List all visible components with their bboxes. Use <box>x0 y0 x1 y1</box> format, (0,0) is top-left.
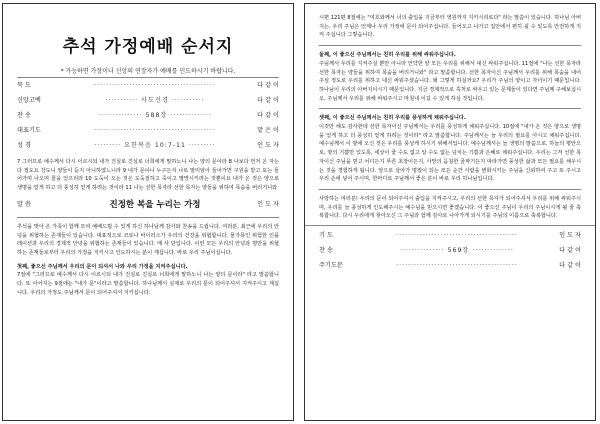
divider <box>17 217 279 218</box>
closing-paragraph: 사랑하는 여러분! 우리의 문이 되어주셔서 출입을 지켜주시고, 우리의 선한 목자가 되어주셔서 우리를 위해 싸워주시며, 우리를 늘 풍성하게 인도해주시는 예수님을 믿으시면 좋겠습니다. 이 좋으신 주님이 우리의 주님이시게 될 줄 축복합니다. 다시 우리에게 찾아오신 그 주님과 함께 감사로 나아가게 되시기를 주님의 이름으로 축복합니다. <box>319 195 581 220</box>
scripture-text: 7 그러므로 예수께서 다시 이르시되 내가 진실로 진실로 너희에게 말하노니 나는 양의 문이라 8 나보다 먼저 온 자는 다 절도요 강도니 양들이 듣지 아니하였느니라 9 내가 문이니 누구든지 나로 말미암아 들어가면 구원을 받고 또는 들어가며 나오며 꼴을 얻으리라 10 도둑이 오는 것은 도둑질하고 죽이고 멸망시키려는 것뿐이요 내가 온 것은 양으로 생명을 얻게 하고 더 풍성히 얻게 하려는 것이라 11 나는 선한 목자라 선한 목자는 양들을 위하여 목숨을 버리거니와 <box>17 159 279 192</box>
order-detail: ··············· 569장 ·············· <box>400 247 514 255</box>
sermon-line <box>3 193 293 215</box>
page-title: 추석 가정예배 순서지 <box>62 37 234 57</box>
order-label: 대표기도 <box>17 127 41 134</box>
order-label: 묵 도 <box>17 82 31 89</box>
order-line-hymn <box>3 110 293 125</box>
order-line-prayer <box>305 230 595 245</box>
point-one-body: 7절에 "그러므로 예수께서 다시 이르시되 내가 진실로 진실로 너희에게 말하노니 나는 양의 문이라" 라고 말씀합니다. 또 이어지는 9절에는 "내가 문"이라고 말씀합니다. 하나님께서 실제로 우리의 문이 되어주셔서 지켜주시고 계십니다. 우리의 가정도 주님께서 문이 되어주셔서 지키십니다. <box>17 272 279 296</box>
order-label: 주기도문 <box>319 262 343 270</box>
divider <box>17 77 279 78</box>
order-responsible: 다 같 이 <box>257 112 279 119</box>
order-responsible: 인 도 자 <box>257 142 279 149</box>
order-dots: ········································· <box>94 127 216 134</box>
sermon-intro: 추석을 맞아 온 가족이 함께 모여 예배드릴 수 있게 하신 하나님께 감사와 찬송을 드립니다. 여러분, 최근에 우리의 안녕을 위협하는 존재들이 있습니다. 대표적으로 코로나 바이러스가 우리의 건강을 위협합니다. 물가폭인 위험한 인플레이션과 우리의 경제적 안녕을 위협하는 존재들이 있습니다. 매 사 단입니다. 이런 모든 우리의 안녕과 평안을 위협하는 존재들로부터 우리의 가정을 지키시고 인도하시는 분이 계십니다. 바로 우리 주님이십니다. <box>17 223 279 256</box>
order-dots: ········································· <box>94 82 216 89</box>
order-detail: ··············· 588장 ·············· <box>98 112 212 119</box>
point-two-heading: 둘째, 이 좋으신 주님께서는 친히 우리를 위해 싸워주십니다. <box>319 52 456 59</box>
order-responsible: 다 같 이 <box>559 247 581 255</box>
sermon-responsible: 인 도 자 <box>257 201 279 209</box>
continuation-paragraph: 시편 121편 8절에는 "여호와께서 너의 출입을 지금부터 영원까지 지키시리로다" 라는 말씀이 있습니다. 하나님 아버지는, 우리 주님은 언제나 우리 가정에 문이 되어주십니다. 들어오고 나가고 집안에서 편히 쉴 수 있도록 안전하게 지켜 주십니다 그렇습니다. <box>319 15 581 39</box>
sermon-label: 말 씀 <box>17 201 31 209</box>
order-line-silent-prayer <box>3 80 293 95</box>
order-detail: ··········· 사도신경 ··········· <box>105 97 205 104</box>
closing-order <box>305 225 595 275</box>
order-label: 기 도 <box>319 232 333 240</box>
point-three-body: 이것만 해도 감사한데 선한 목자이신 주님께서는 우리를 풍성하게 채워주십니다. 10절에 "내가 온 것은 양으로 생명을 얻게 하고 더 풍성히 얻게 하려는 것이라" 라고 말씀합니다. 주님께서는 늘 우리의 필요를 아시고 채워주십니다. 예수님께서 이 땅에 오신 것은 우리를 풍성케 하시기 위해서입니다. 예수님께서는 늘 생명의 말씀으로, 하늘의 평안으로, 땅의 기쁨만 있도록, 세상이 줄 수도 없고 알 수도 없는 넘치는 기쁨과 은혜로 채워주십니다. 우리는 그저 선한 목자이신 주님을 믿고 어디든지 푸른 초장이든지, 사망의 음침한 골짜기든지 따라가면 풍성한 삶과 모든 필요를 채우시는 것을 경험하게 됩니다. 앞으로 살아가 명절이 되는 모든 순간 사람을 변화시키는 주님을 신뢰하여 주고 또 주시고 우리 손에 넣어 주시며, 한마디로 주님께서 좋은 분이 바로 우리 하나님입니다. <box>319 124 581 183</box>
point-one-heading: 첫째, 좋으신 주님께서 우리의 문이 되셔서 나와 우리 가정을 지켜주십니다. <box>17 263 188 270</box>
right-page <box>304 3 596 421</box>
order-line-lords-prayer <box>305 260 595 275</box>
left-page <box>2 3 294 421</box>
order-label: 성 경 <box>17 142 31 149</box>
order-responsible: 맡 은 이 <box>257 127 279 134</box>
divider <box>319 108 581 109</box>
order-line-hymn <box>305 245 595 260</box>
order-line-creed <box>3 95 293 110</box>
sermon-title: 진정한 복을 누리는 가정 <box>109 199 201 210</box>
subtitle-note: * 가능하면 가장이나 신앙의 연장자가 예배를 인도하시기 바랍니다. <box>60 68 236 75</box>
order-dots: ········································· <box>396 262 518 270</box>
point-three-heading: 셋째, 이 좋으신 주님께서는 친히 우리를 풍성하게 채워주십니다. <box>319 115 466 122</box>
divider <box>319 45 581 46</box>
order-line-representative-prayer <box>3 125 293 140</box>
order-dots: ········································· <box>396 232 518 240</box>
order-responsible: 인 도 자 <box>559 232 581 240</box>
order-label: 신앙고백 <box>17 97 41 104</box>
order-responsible: 다 같 이 <box>257 82 279 89</box>
point-two-body: 주님께서 우리를 지켜주실 뿐만 아니라 언약한 양 모든 우리를 위해서 대신 싸워주십니다. 11절에 "나는 선한 목자라 선한 목자는 양들을 위하여 목숨을 버리거니와" 라고 말씀합니다. 선한 목자이신 주님께서 우리를 위해 목숨을 내어주심 정도로 우리를 위하고 대신 싸워주셨습니다. 왜 그렇게 하실까요? 우리가 주님의 양이고 자녀이기 때문입니다. 하나님이 우리의 아버지이시기 때문입니다. 지금 경제적으로 혹처로 싸우고 있는 문제들이 있다면 주님께 구해보십시오. 주님께서 우리를 위해 싸워주시고 마침내 이길 수 있게 하실 것입니다. <box>319 60 581 102</box>
order-responsible: 다 같 이 <box>257 97 279 104</box>
order-line-scripture <box>3 140 293 155</box>
order-label: 찬 송 <box>17 112 31 119</box>
order-detail: ········· 요한복음 10:7-11 ········· <box>94 142 216 149</box>
order-responsible: 다 같 이 <box>559 262 581 270</box>
divider <box>319 189 581 190</box>
order-label: 찬 송 <box>319 247 333 255</box>
